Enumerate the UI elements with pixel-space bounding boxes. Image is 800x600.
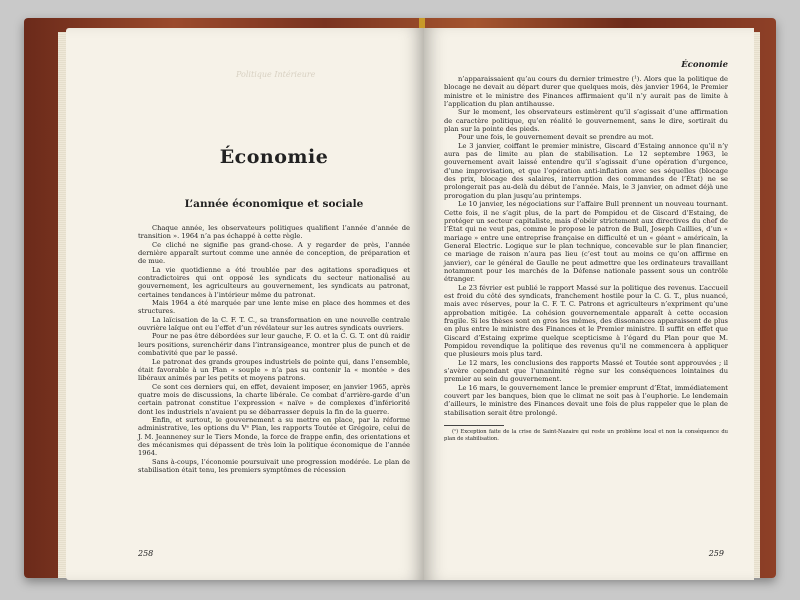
footnote-rule (444, 425, 504, 426)
show-through-header: Politique Intérieure (236, 70, 316, 79)
paragraph: Le 23 février est publié le rapport Massé sur la politique des revenus. L’accueil est froid du côté des syndicats, franchement hostile pour la C. G. T., plus nuancé, mais avec réserves, pour la C. F. T. C. Patrons et agriculteurs n’expriment qu’une approbation mitigée. La cohésion gouvernementale apparaît à cette occasion fragile. Si les thèses sont en gros les mêmes, des dissonances apparaissent de plus en plus entre le ministre des Finances et le Premier ministre. Il suffit en effet que Giscard d’Estaing exprime quelque scepticisme à l’égard du Plan pour que M. Pompidou revendique la politique des revenus qu’il ne commencera à appliquer que plusieurs mois plus tard. (444, 283, 728, 359)
paragraph: Sur le moment, les observateurs estimèrent qu’il s’agissait d’une affirmation de caractère politique, qu’en réalité le gouvernement, sans le dire, sortirait du plan sur la pointe des pieds. (444, 108, 728, 134)
chapter-title: Économie (219, 146, 329, 168)
page-number: 258 (138, 549, 154, 558)
paragraph: Pour une fois, le gouvernement devait se prendre au mot. (458, 133, 654, 142)
paragraph: Le patronat des grands groupes industriels de pointe qui, dans l’ensemble, était favorable à un Plan « souple » n’a pas su contenir la « montée » des libéraux animés par les petits et moyens patrons. (138, 357, 410, 383)
page-number: 259 (708, 549, 724, 558)
paragraph: Enfin, et surtout, le gouvernement a su mettre en place, par la réforme administrative, les options du Vᵉ Plan, les rapports Toutée et Grégoire, celui de J. M. Jeanneney sur le Tiers Monde, la force de frappe enfin, des orientations et des mécanismes qui dépassent de très loin la politique économique de l’année 1964. (138, 415, 410, 458)
right-page (424, 28, 754, 580)
section-title: L’année économique et sociale (184, 198, 364, 210)
paragraph: Ce cliché ne signifie pas grand-chose. A y regarder de près, l’année dernière apparaît surtout comme une année de conception, de préparation et de mue. (138, 240, 410, 266)
paragraph: Le 10 janvier, les négociations sur l’affaire Bull prennent un nouveau tournant. Cette fois, il ne s’agit plus, de la part de Pompidou et de Giscard d’Estaing, de protéger un secteur capitaliste, mais d’obéir strictement aux directives du chef de l’État qui ne veut pas, comme le propose le patron de Bull, Joseph Caillies, d’un « mariage » entre une entreprise française en difficulté et un « géant » américain, la General Electric. Logique sur le plan technique, concevable sur le plan financier, ce mariage de raison n’aura pas lieu (c’est tout au moins ce qu’on affirme en janvier), car le général de Gaulle ne peut admettre que les ordinateurs travaillant notamment pour les marchés de la Défense nationale passent sous un contrôle étranger. (444, 200, 728, 284)
paragraph: Mais 1964 a été marquée par une lente mise en place des hommes et des structures. (138, 299, 410, 316)
paragraph: Sans à-coups, l’économie poursuivait une progression modérée. Le plan de stabilisation était tenu, les premiers symptômes de récession (138, 457, 410, 474)
running-head: Économie (681, 60, 728, 70)
paragraph: Le 12 mars, les conclusions des rapports Massé et Toutée sont approuvées ; il s’avère cependant que l’unanimité règne sur les conséquences lointaines du premier au sein du gouvernement. (444, 358, 728, 384)
paragraph: Le 3 janvier, coiffant le premier ministre, Giscard d’Estaing annonce qu’il n’y aura pas de limite au plan de stabilisation. Le 12 septembre 1963, le gouvernement avait laissé entendre qu’il s’agissait d’une opération d’urgence, d’une improvisation, et que l’opération anti-inflation avec ses séquelles (blocage des prix, blocage des salaires, interruption des commandes de l’État) ne se prolongerait pas au-delà du début de l’année. Mais, le 3 janvier, on admet déjà une prorogation du plan jusqu’au printemps. (444, 141, 728, 200)
paragraph: Pour ne pas être débordées sur leur gauche, F. O. et la C. G. T. ont dû raidir leurs positions, surenchérir dans l’intransigeance, montrer plus de punch et de combativité que par le passé. (138, 332, 410, 358)
paragraph: La laïcisation de la C. F. T. C., sa transformation en une nouvelle centrale ouvrière laïque ont eu l’effet d’un révélateur sur les autres syndicats ouvriers. (138, 315, 410, 333)
paragraph: Le 16 mars, le gouvernement lance le premier emprunt d’État, immédiatement couvert par les banques, bien que le climat ne soit pas à l’euphorie. Le lendemain d’ailleurs, le ministre des Finances devait une fois de plus rappeler que le plan de stabilisation serait être prolongé. (444, 383, 728, 417)
left-page (66, 28, 424, 580)
paragraph: n’apparaissaient qu’au cours du dernier trimestre (¹). Alors que la politique de blocage ne devait au départ durer que quelques mois, dès janvier 1964, le Premier ministre et le ministre des Finances affirmaient qu’il n’y aurait pas de limite à l’application du plan antihausse. (444, 75, 728, 109)
footnote: (¹) Exception faite de la crise de Saint-Nazaire qui reste un problème local et non la conséquence du plan de stabilisation. (444, 429, 728, 442)
paragraph: Ce sont ces derniers qui, en effet, devaient imposer, en janvier 1965, après quatre mois de discussions, la charte libérale. Ce combat d’arrière-garde d’un certain patronat constitue l’expression « naïve » de complexes d’infériorité dont les industriels n’avaient pu se débarrasser depuis la fin de la guerre. (138, 382, 410, 416)
open-book (24, 18, 776, 578)
paragraph: La vie quotidienne a été troublée par des agitations sporadiques et contradictoires qui ont opposé les syndicats du secteur nationalisé au gouvernement, les agriculteurs au gouvernement, les syndicats au patronat, certaines tendances à l’intérieur même du patronat. (138, 265, 410, 299)
paragraph: Chaque année, les observateurs politiques qualifient l’année d’année de transition ». 1964 n’a pas échappé à cette règle. (138, 224, 410, 241)
